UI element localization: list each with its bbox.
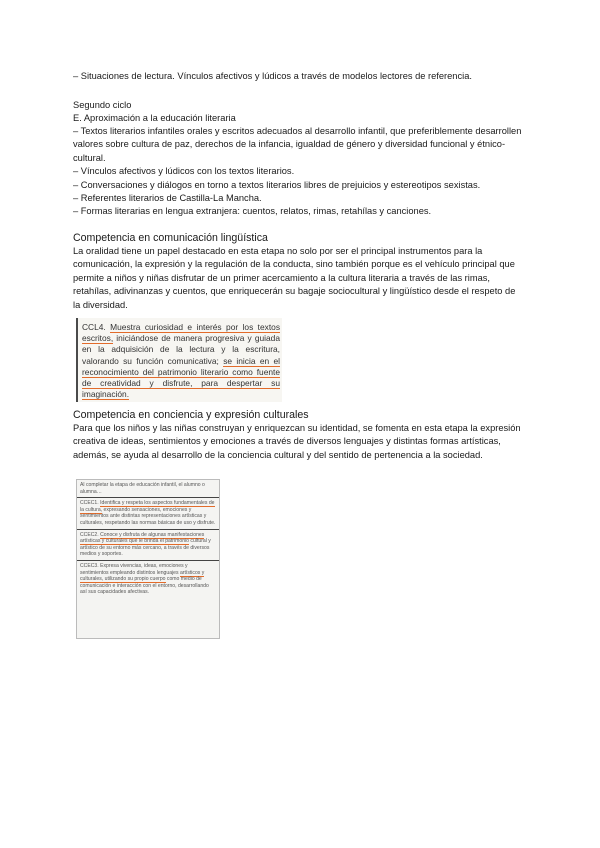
ccec-intro <box>77 480 219 498</box>
ccec-clipping <box>76 479 220 639</box>
content-list <box>73 125 523 219</box>
ccec3-underlined: artísticos y culturales, utilizando su propio cuerpo <box>80 569 205 583</box>
cycle-title: Segundo ciclo <box>73 100 132 110</box>
ccec2-underlined: Conoce y disfruta de algunas manifestaciones artísticas y culturales que le brinda el patrimonio <box>80 531 205 545</box>
ccec3-text-2: como medio de comunicación e interacción con el entorno, desarrollando así sus capacidades afectivas. <box>80 576 209 596</box>
ccec3-text-1: Expresa vivencias, ideas, emociones y sentimientos empleando distintos lenguajes <box>80 562 188 576</box>
ccec3-code: CCEC3. <box>80 562 99 569</box>
ccec1-code: CCEC1. <box>80 500 99 507</box>
top-bullet: – Situaciones de lectura. Vínculos afectivos y lúdicos a través de modelos lectores de referencia. <box>73 71 472 81</box>
ccec1-text: expresando sensaciones, emociones y sentimientos ante distintas representaciones artísticas y culturales, respetando las normas básicas de uso y disfrute. <box>80 506 216 526</box>
ccl4-clipping <box>76 318 282 402</box>
list-item: – Conversaciones y diálogos en torno a textos literarios libres de prejuicios y estereotipos sexistas. <box>73 179 481 190</box>
competence-linguistic-text: La oralidad tiene un papel destacado en esta etapa no solo por ser el principal instrumentos para la comunicación, la expresión y la regulación de la conducta, sino también porque es el vehículo principal que permite a niños y niñas disfrutar de un primer acercamiento a la cultura literaria a través de las rimas, retahílas, adivinanzas y cuentos, que enriquecerán su bagaje sociocultural y lingüístico desde el respeto de la diversidad. <box>73 246 516 310</box>
ccl4-underlined-2: se inicia en el reconocimiento del patrimonio literario como fuente de creatividad y disfrute, para despertar su imaginación. <box>82 355 280 400</box>
ccec2-text: cultural y artístico de su entorno más cercano, a través de diversos medios y soportes. <box>80 538 211 558</box>
ccl4-underlined-1: Muestra curiosidad e interés por los textos escritos, <box>82 322 281 344</box>
ccec1-block <box>77 498 219 529</box>
list-item: – Vínculos afectivos y lúdicos con los textos literarios. <box>73 166 295 177</box>
ccec3-block <box>77 561 219 598</box>
list-item: – Textos literarios infantiles orales y escritos adecuados al desarrollo infantil, que preferiblemente desarrollen valores sobre cultura de paz, derechos de la infancia, igualdad de género y diversidad funcional y étnico-cultural. <box>73 126 522 163</box>
competence-cultural-text: Para que los niños y las niñas construyan y enriquezcan su identidad, se fomenta en esta etapa la expresión creativa de ideas, sentimientos y emociones a través de diversos lenguajes y distintas formas artísticas, además, se ayuda al desarrollo de la conciencia cultural y del sentido de pertenencia a la sociedad. <box>73 423 521 460</box>
ccec1-underlined: Identifica y respeta los aspectos fundamentales de la cultura, <box>80 500 215 513</box>
list-item: – Formas literarias en lengua extranjera: cuentos, relatos, rimas, retahílas y canciones. <box>73 206 432 217</box>
ccl4-text: iniciándose de manera progresiva y guiada en la adquisición de la lectura y la escritura, valorando su función comunicativa; <box>82 333 280 366</box>
ccec-intro-text: Al completar la etapa de educación infantil, el alumno o alumna… <box>80 482 205 495</box>
competence-linguistic-title: Competencia en comunicación lingüística <box>73 232 268 244</box>
ccec2-code: CCEC2. <box>80 531 99 538</box>
competence-cultural-title: Competencia en conciencia y expresión culturales <box>73 409 309 421</box>
list-item: – Referentes literarios de Castilla-La Mancha. <box>73 193 262 204</box>
section-title: E. Aproximación a la educación literaria <box>73 113 236 123</box>
ccl4-code: CCL4. <box>82 322 106 332</box>
ccec2-block <box>77 530 219 561</box>
